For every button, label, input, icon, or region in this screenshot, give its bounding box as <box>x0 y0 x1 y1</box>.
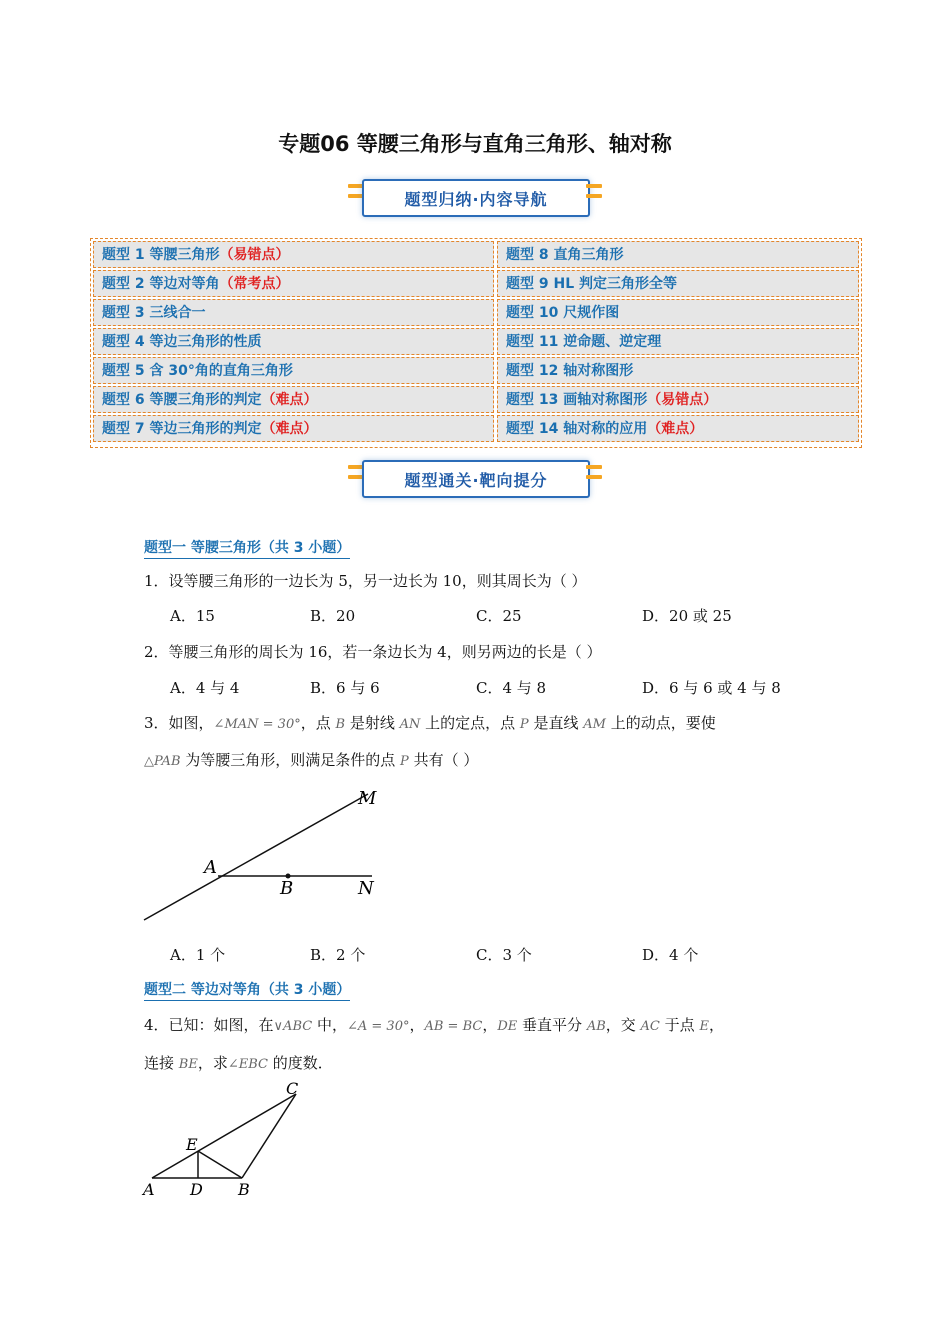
nav-banner-label: 题型归纳·内容导航 <box>362 179 590 217</box>
figure-triangle-abc <box>140 1078 320 1203</box>
question-2-stem: 2．等腰三角形的周长为 16，若一条边长为 4，则另两边的长是（ ） <box>144 643 602 661</box>
section-heading-2[interactable]: 题型二 等边对等角（共 3 小题） <box>144 979 350 1001</box>
question-4-stem-line-2: 连接 BE，求∠EBC 的度数． <box>144 1054 333 1072</box>
nav-banner <box>348 175 602 219</box>
toc-item-4[interactable]: 题型 4 等边三角形的性质 <box>93 328 494 355</box>
toc-item-8[interactable]: 题型 8 直角三角形 <box>497 241 859 268</box>
label-m: M <box>358 788 377 809</box>
label-a: A <box>204 857 217 878</box>
q2-option-d: D．6 与 6 或 4 与 8 <box>642 679 781 697</box>
q1-option-c: C．25 <box>476 607 522 625</box>
label-c: C <box>286 1079 299 1098</box>
toc-item-11[interactable]: 题型 11 逆命题、逆定理 <box>497 328 859 355</box>
label-b: B <box>238 1180 250 1199</box>
q3-option-b: B．2 个 <box>310 946 366 964</box>
figure-angle-man <box>140 780 400 930</box>
practice-banner-label: 题型通关·靶向提分 <box>362 460 590 498</box>
toc-item-14[interactable]: 题型 14 轴对称的应用（难点） <box>497 415 859 442</box>
toc-item-12[interactable]: 题型 12 轴对称图形 <box>497 357 859 384</box>
q3-option-a: A．1 个 <box>170 946 226 964</box>
toc-item-10[interactable]: 题型 10 尺规作图 <box>497 299 859 326</box>
toc-item-9[interactable]: 题型 9 HL 判定三角形全等 <box>497 270 859 297</box>
toc-table <box>90 238 862 448</box>
toc-item-1[interactable]: 题型 1 等腰三角形（易错点） <box>93 241 494 268</box>
question-3-stem-line-1: 3．如图，∠MAN = 30°，点 B 是射线 AN 上的定点，点 P 是直线 AM 上的动点，要使 <box>144 714 716 732</box>
toc-item-13[interactable]: 题型 13 画轴对称图形（易错点） <box>497 386 859 413</box>
q3-option-c: C．3 个 <box>476 946 532 964</box>
q2-option-c: C．4 与 8 <box>476 679 547 697</box>
equals-icon <box>586 465 602 487</box>
q1-option-b: B．20 <box>310 607 356 625</box>
q2-option-a: A．4 与 4 <box>170 679 240 697</box>
toc-item-2[interactable]: 题型 2 等边对等角（常考点） <box>93 270 494 297</box>
toc-item-3[interactable]: 题型 3 三线合一 <box>93 299 494 326</box>
q3-option-d: D．4 个 <box>642 946 699 964</box>
question-1-stem: 1．设等腰三角形的一边长为 5，另一边长为 10，则其周长为（ ） <box>144 572 587 590</box>
section-heading-1[interactable]: 题型一 等腰三角形（共 3 小题） <box>144 537 350 559</box>
label-e: E <box>186 1135 198 1154</box>
equals-icon <box>586 184 602 206</box>
practice-banner <box>348 456 602 500</box>
q1-option-d: D．20 或 25 <box>642 607 732 625</box>
q1-option-a: A．15 <box>170 607 215 625</box>
toc-item-5[interactable]: 题型 5 含 30°角的直角三角形 <box>93 357 494 384</box>
label-n: N <box>358 878 374 899</box>
toc-item-6[interactable]: 题型 6 等腰三角形的判定（难点） <box>93 386 494 413</box>
label-d: D <box>190 1180 203 1199</box>
page-title: 专题06 等腰三角形与直角三角形、轴对称 <box>278 132 672 156</box>
label-a: A <box>143 1180 155 1199</box>
question-4-stem-line-1: 4．已知：如图，在∨ABC 中，∠A = 30°，AB = BC，DE 垂直平分 AB，交 AC 于点 E， <box>144 1016 724 1034</box>
question-3-stem-line-2: △PAB 为等腰三角形，则满足条件的点 P 共有（ ） <box>144 751 479 769</box>
toc-item-7[interactable]: 题型 7 等边三角形的判定（难点） <box>93 415 494 442</box>
q2-option-b: B．6 与 6 <box>310 679 380 697</box>
label-b: B <box>280 878 294 899</box>
